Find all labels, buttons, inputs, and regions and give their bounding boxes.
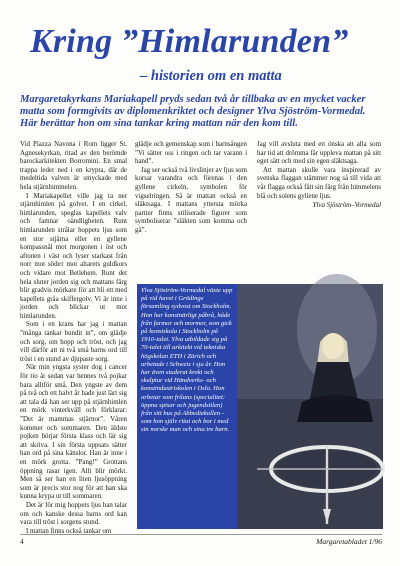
paragraph: Vid Piazza Navona i Rom ligger St. Agnesekyrkan, ritad av den berömde barockarkitekten Borromini. En smal trappa leder ned i en krypta, där de medeltida valven är smyckade med hela stjärnhimmelen.: [20, 141, 127, 191]
text-column-3: [257, 141, 381, 279]
text-column-2: [135, 141, 247, 279]
page-number: 4: [20, 537, 24, 546]
photo-caption: Ylva Sjöström-Vormedal växte upp på vid havet i Grödinge församling sydvost om Stockholm. Hon har konstnärligt påbrå, både från farmor och mormor, som gick på konstskola i Stockholm på 1910-talet. Ylva utbildade sig på 70-talet till arkitekt vid tekniska högskolan ETH i Zürich och arbetade i Schweiz i sju år. Hon har även studerat kroki och skulptur vid Händverks- och konstindustriskolen i Oslo. Hon arbetar som frilans (specialitet: öppna spisar och jugendstilen) från sitt hus på Abbediekollen - som hon själv ritat och bor i med sin norske man och sina tre barn.: [141, 287, 233, 434]
article-headline: Kring ”Himlarunden”: [30, 23, 349, 60]
journal-name: Margaretabladet 1/96: [316, 537, 382, 546]
paragraph: När min yngsta syster dog i cancer för tio år sedan var hennes två pojkar bara alltför små. Den yngste av dem på två och ett halvt år hade just lärt sig att tala då han ser upp på stjärnhimlen en mörk vinterkväll och förklarar: ”Det är mammas stjärnor”. Våren kommer och sommaren. Den äldste pojken börjar första klass och lär sig att skriva. I sin första uppsats sätter han ord på sina känslor. Han är inne i en mörk grotta. ”Pang!” Grottans öppning rasar igen. Allt blir mörkt. Men så ser han en liten ljusöppning som är precis stor nog för att han ska kunna krypa ut till sommaren.: [20, 364, 127, 501]
paragraph: Att mattan skulle vara inspirerad av svenska flaggan stämmer nog så till vida att vår flagga också fått sin färg från himmelens blå och solens gyllene ljus.: [257, 166, 381, 200]
paragraph: glädje och gemenskap som i barnsången ”Vi sätter oss i ringen och tar varann i hand”.: [135, 141, 247, 166]
text-column-1: [20, 141, 127, 535]
paragraph: I mattan finns också tankar om: [26, 527, 112, 535]
paragraph: Jag ser också två livslinjer av ljus som korsar varandra och förenas i den gyllene cirkeln, symbolen för vigselringen. Så är mattan också en släktsaga. I mattans yttersta mörka partier finns stiliserade figurer som symboliserar ”släkten som komma och gå”.: [135, 166, 247, 234]
article-subtitle: – historien om en matta: [140, 68, 282, 84]
footer-divider: [20, 534, 382, 535]
paragraph: Det är för mig hoppets ljus han talar om och kanske dessa barns ord kan vara till tröst i sorgens stund.: [20, 501, 127, 527]
author-credit: Ylva Sjöström–Vormedal: [312, 202, 381, 210]
paragraph: Jag vill avsluta med ett önska att alla som har tid att drömma får uppleva mattan på sitt eget sätt och med sin egen släktsaga.: [257, 141, 381, 166]
photo-caption-box: [137, 284, 237, 529]
paragraph: Som i en krans har jag i mattan ”många tankar bundit in”, om glädje och sorg, om hopp och tröst, och jag vill därför att ni två små barns ord till tröst i en stund av djupaste sorg.: [20, 321, 127, 363]
article-lead: Margaretakyrkans Mariakapell pryds sedan två år tillbaka av en mycket vacker matta som formgivits av diplomenkriktet och designer Ylva Sjöström-Vormedal. Här berättar hon om sina tankar kring mattan när den kom till.: [20, 94, 366, 129]
paragraph: I Mariakapellet ville jag ta ner stjärnhimlen på golvet. I en cirkel, himlarunden, speglas kapellets valv och famnar oändligheten. Runt himlarunden strålar hoppets ljus som en stor stjärna eller en gyllene kompassnål mot morgonen i öst och aftonen i väst och lyser starkast från norr mot södeт mot altarets guldkors och vidare mot Betlehem. Runt det hela sluter jorden sig och mattans färg blir gradvis mörkare för att bli ett med kapellets gråa skiffergolv. Vi är inne i jorden och blickar ut mot himlarunden.: [20, 192, 127, 320]
